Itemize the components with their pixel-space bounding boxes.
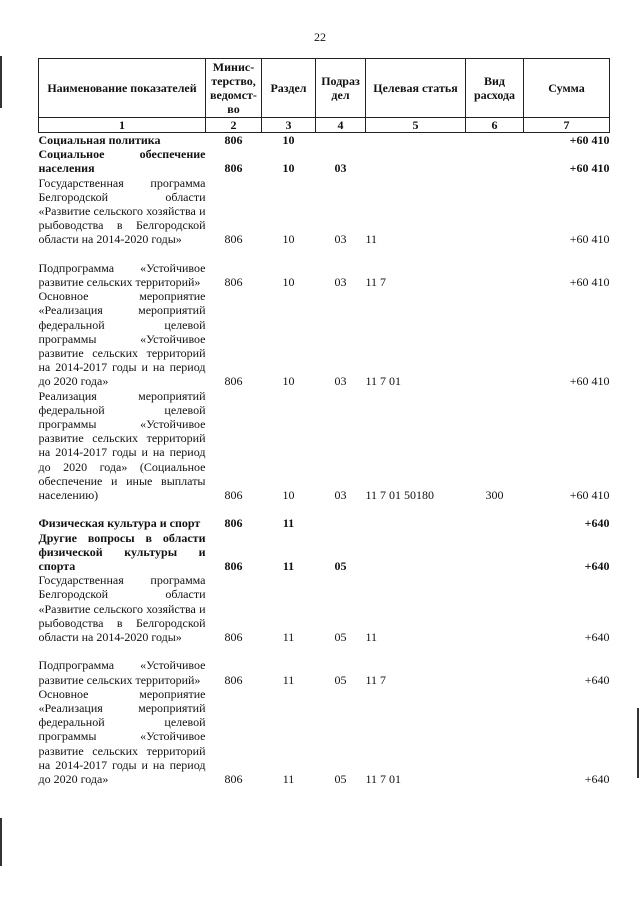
row-name: Физическая культура и спорт (38, 516, 201, 531)
row-type (466, 531, 524, 574)
header-subsection: Подраз дел (316, 59, 366, 118)
row-name: Государственная программа Белгородской области «Развитие сельского хозяйства и рыбоводства в Белгородской области на 2014-2020 годы» (38, 175, 206, 247)
column-number-row (39, 118, 610, 133)
row-amount: +640 (584, 630, 610, 645)
row-name: Реализация мероприятий федеральной целевой программы «Устойчивое развитие сельских территорий на 2014-2017 годы и на период до 2020 года» (Социальное обеспечение и иные выплаты населению) (38, 388, 206, 503)
row-ministry: 806 (224, 275, 243, 290)
row-ministry: 806 (224, 516, 243, 531)
header-amount: Сумма (524, 59, 610, 118)
row-section: 10 (282, 488, 295, 503)
row-subsection: 05 (334, 559, 347, 574)
row-amount: +640 (584, 516, 610, 531)
budget-table (38, 58, 610, 786)
header-target: Целевая статья (366, 59, 466, 118)
row-amount: +640 (584, 672, 610, 687)
row-type (466, 573, 524, 644)
row-section: 11 (282, 516, 295, 531)
row-name: Основное мероприятие «Реализация мероприятий федеральной целевой программы «Устойчивое развитие сельских территорий на 2014-2017 годы и на период до 2020 года» (38, 289, 206, 389)
row-ministry: 806 (224, 161, 243, 176)
row-ministry: 806 (224, 630, 243, 645)
row-type (466, 147, 524, 175)
row-ministry: 806 (224, 374, 243, 389)
row-target: 11 7 01 50180 (365, 488, 435, 503)
header-name: Наименование показателей (39, 59, 206, 118)
table-row (39, 502, 610, 530)
row-type: 300 (485, 488, 504, 503)
row-amount: +60 410 (569, 488, 610, 503)
row-subsection: 03 (334, 275, 347, 290)
column-number: 4 (316, 118, 366, 133)
table-row (39, 644, 610, 687)
table-row (39, 176, 610, 247)
row-name: Подпрограмма «Устойчивое развитие сельских территорий» (38, 658, 206, 687)
row-section: 11 (282, 672, 295, 687)
row-type (466, 644, 524, 687)
table-row (39, 133, 610, 148)
table-row (39, 247, 610, 290)
table-row (39, 531, 610, 574)
row-name: Основное мероприятие «Реализация мероприятий федеральной целевой программы «Устойчивое развитие сельских территорий на 2014-2017 годы и на период до 2020 года» (38, 686, 206, 787)
column-number: 5 (366, 118, 466, 133)
left-margin-mark (0, 56, 2, 108)
row-section: 10 (282, 232, 295, 247)
row-target: 11 7 (365, 672, 387, 687)
row-subsection: 03 (334, 161, 347, 176)
table-row (39, 147, 610, 175)
row-target: 11 7 01 (365, 374, 402, 389)
row-ministry: 806 (224, 672, 243, 687)
header-section: Раздел (262, 59, 316, 118)
row-type (466, 133, 524, 148)
row-section: 11 (282, 559, 295, 574)
row-section: 10 (282, 275, 295, 290)
row-subsection: 03 (334, 232, 347, 247)
column-number: 2 (206, 118, 262, 133)
row-type (466, 176, 524, 247)
row-subsection: 03 (334, 374, 347, 389)
row-section: 10 (282, 133, 295, 147)
row-amount: +60 410 (569, 374, 610, 389)
row-ministry: 806 (224, 232, 243, 247)
row-target (366, 502, 466, 530)
row-type (466, 289, 524, 388)
row-name: Подпрограмма «Устойчивое развитие сельских территорий» (38, 260, 206, 290)
row-subsection: 05 (334, 672, 347, 687)
row-ministry: 806 (224, 488, 243, 503)
row-amount: +60 410 (569, 133, 610, 147)
table-row (39, 289, 610, 388)
row-name: Социальная политика (38, 133, 161, 147)
row-type (466, 247, 524, 290)
row-amount: +60 410 (569, 275, 610, 290)
row-target (366, 133, 466, 148)
row-section: 11 (282, 630, 295, 645)
table-row (39, 687, 610, 786)
row-type (466, 687, 524, 786)
row-ministry: 806 (224, 133, 243, 147)
row-section: 11 (282, 772, 295, 787)
header-row (39, 59, 610, 118)
column-number: 1 (39, 118, 206, 133)
row-subsection (316, 502, 366, 530)
row-ministry: 806 (224, 559, 243, 574)
row-subsection: 05 (334, 772, 347, 787)
row-target: 11 7 01 (365, 772, 402, 787)
row-subsection: 03 (334, 488, 347, 503)
row-subsection: 05 (334, 630, 347, 645)
row-amount: +640 (584, 559, 610, 574)
table-row (39, 389, 610, 503)
row-section: 10 (282, 374, 295, 389)
column-number: 6 (466, 118, 524, 133)
row-amount: +60 410 (569, 161, 610, 176)
row-target: 11 (365, 232, 378, 247)
row-name: Государственная программа Белгородской области «Развитие сельского хозяйства и рыбоводства в Белгородской области на 2014-2020 годы» (38, 573, 206, 645)
row-target: 11 (365, 630, 378, 645)
row-subsection (316, 133, 366, 148)
left-margin-mark-lower (0, 818, 2, 866)
row-target: 11 7 (365, 275, 387, 290)
right-margin-mark (637, 708, 639, 778)
header-ministry: Минис-терство, ведомст-во (206, 59, 262, 118)
row-target (366, 147, 466, 175)
row-type (466, 502, 524, 530)
table-row (39, 573, 610, 644)
row-ministry: 806 (224, 772, 243, 787)
row-section: 10 (282, 161, 295, 176)
row-amount: +640 (584, 772, 610, 787)
row-target (366, 531, 466, 574)
row-amount: +60 410 (569, 232, 610, 247)
column-number: 7 (524, 118, 610, 133)
column-number: 3 (262, 118, 316, 133)
page-number: 22 (314, 30, 326, 44)
table-body (39, 133, 610, 787)
header-type: Вид расхода (466, 59, 524, 118)
row-name: Другие вопросы в области физической культуры и спорта (38, 530, 206, 574)
row-name: Социальное обеспечение населения (38, 147, 206, 176)
